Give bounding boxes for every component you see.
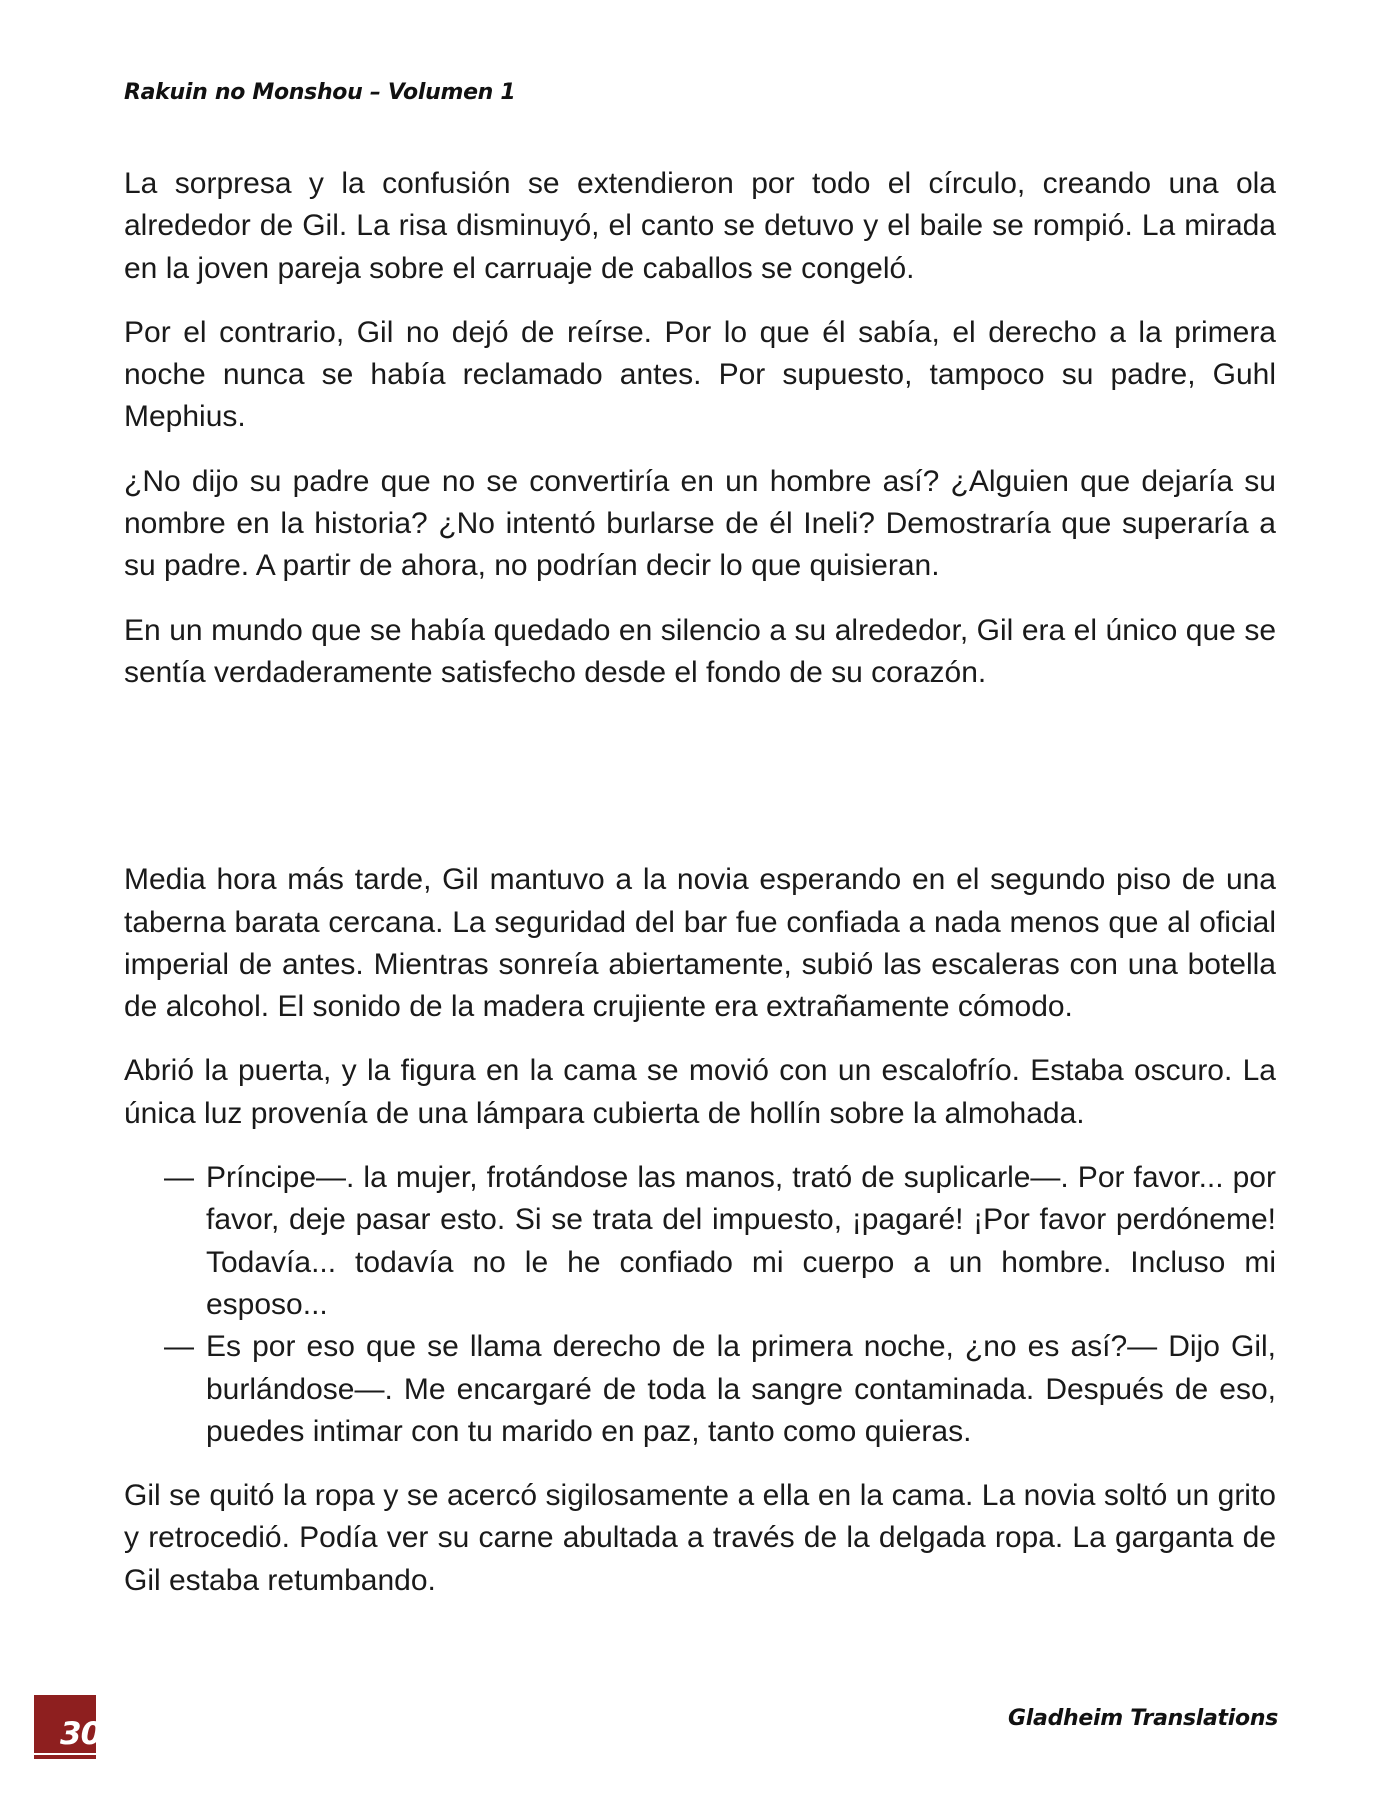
dialogue-block: [164, 1157, 1276, 1453]
paragraph: Gil se quitó la ropa y se acercó sigilosamente a ella en la cama. La novia soltó un grito y retrocedió. Podía ver su carne abultada a través de la delgada ropa. La garganta de Gil estaba retumbando.: [124, 1479, 1276, 1597]
page-body: [124, 163, 1276, 1624]
dialogue-line: [164, 1157, 1276, 1326]
section-break: [124, 716, 1276, 859]
paragraph: En un mundo que se había quedado en silencio a su alrededor, Gil era el único que se sentía verdaderamente satisfecho desde el fondo de su corazón.: [124, 613, 1276, 689]
paragraph: ¿No dijo su padre que no se convertiría en un hombre así? ¿Alguien que dejaría su nombre en la historia? ¿No intentó burlarse de él Ineli? Demostraría que superaría a su padre. A partir de ahora, no podrían decir lo que quisieran.: [124, 464, 1276, 583]
page-number-underline: [34, 1753, 96, 1755]
dialogue-line: [164, 1326, 1276, 1453]
dialogue-dash: —: [164, 1161, 194, 1195]
dialogue-text: Es por eso que se llama derecho de la primera noche, ¿no es así?— Dijo Gil, burlándose—. Me encargaré de toda la sangre contaminada. Después de eso, puedes intimar con tu marido en paz, tanto como quieras.: [206, 1330, 1276, 1448]
paragraph: Abrió la puerta, y la figura en la cama se movió con un escalofrío. Estaba oscuro. La única luz provenía de una lámpara cubierta de hollín sobre la almohada.: [124, 1054, 1276, 1130]
paragraph: Por el contrario, Gil no dejó de reírse. Por lo que él sabía, el derecho a la primera noche nunca se había reclamado antes. Por supuesto, tampoco su padre, Guhl Mephius.: [124, 315, 1276, 434]
paragraph: La sorpresa y la confusión se extendieron por todo el círculo, creando una ola alrededor de Gil. La risa disminuyó, el canto se detuvo y el baile se rompió. La mirada en la joven pareja sobre el carruaje de caballos se congeló.: [124, 167, 1276, 285]
footer-credit: Gladheim Translations: [1008, 1706, 1278, 1731]
dialogue-dash: —: [164, 1330, 194, 1364]
paragraph: Media hora más tarde, Gil mantuvo a la novia esperando en el segundo piso de una taberna barata cercana. La seguridad del bar fue confiada a nada menos que al oficial imperial de antes. Mientras sonreía abiertamente, subió las escaleras con una botella de alcohol. El sonido de la madera crujiente era extrañamente cómodo.: [124, 863, 1276, 1024]
page-number: 30: [60, 1716, 102, 1752]
page-header-title: Rakuin no Monshou – Volumen 1: [124, 80, 516, 105]
dialogue-text: Príncipe—. la mujer, frotándose las manos, trató de suplicarle—. Por favor... por favor, deje pasar esto. Si se trata del impuesto, ¡pagaré! ¡Por favor perdóneme! Todavía... todavía no le he confiado mi cuerpo a un hombre. Incluso mi esposo...: [206, 1161, 1276, 1321]
